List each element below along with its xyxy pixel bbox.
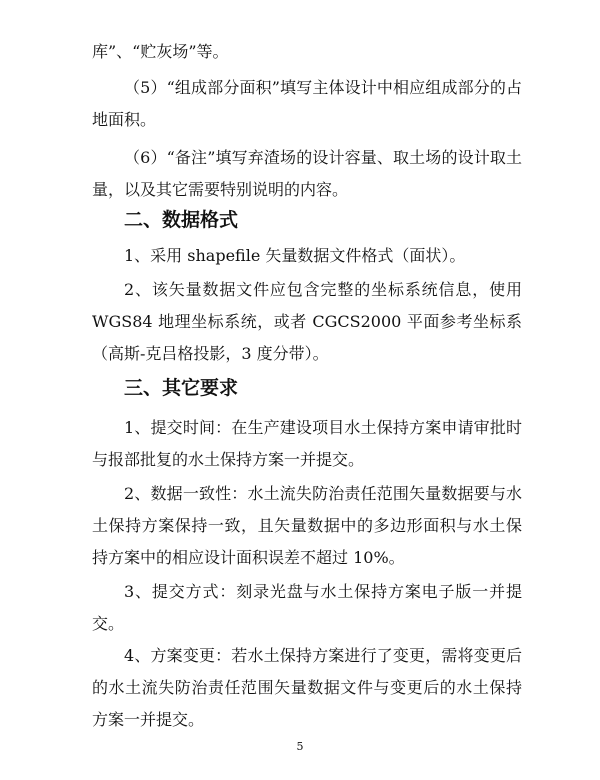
paragraph-item-5: （5）“组成部分面积”填写主体设计中相应组成部分的占地面积。 — [92, 78, 522, 129]
section-heading-data-format: 二、数据格式 — [124, 209, 239, 231]
paragraph-format-2: 2、该矢量数据文件应包含完整的坐标系统信息，使用 WGS84 地理坐标系统，或者 CGCS2000 平面参考坐标系（高斯-克吕格投影，3 度分带）。 — [92, 280, 522, 363]
section-heading-other-requirements: 三、其它要求 — [124, 377, 239, 399]
paragraph-requirement-1: 1、提交时间：在生产建设项目水土保持方案申请审批时与报部批复的水土保持方案一并提交。 — [92, 418, 522, 469]
paragraph-item-6: （6）“备注”填写弃渣场的设计容量、取土场的设计取土量，以及其它需要特别说明的内容。 — [92, 148, 522, 199]
paragraph-requirement-4: 4、方案变更：若水土保持方案进行了变更，需将变更后的水土流失防治责任范围矢量数据文件与变更后的水土保持方案一并提交。 — [92, 646, 522, 729]
paragraph-requirement-2: 2、数据一致性：水土流失防治责任范围矢量数据要与水土保持方案保持一致，且矢量数据中的多边形面积与水土保持方案中的相应设计面积误差不超过 10%。 — [92, 484, 522, 567]
paragraph-format-1: 1、采用 shapefile 矢量数据文件格式（面状）。 — [124, 246, 466, 265]
paragraph-continuation: 库”、“贮灰场”等。 — [92, 42, 229, 61]
page-number: 5 — [296, 740, 304, 753]
paragraph-requirement-3: 3、提交方式：刻录光盘与水土保持方案电子版一并提交。 — [92, 582, 522, 633]
